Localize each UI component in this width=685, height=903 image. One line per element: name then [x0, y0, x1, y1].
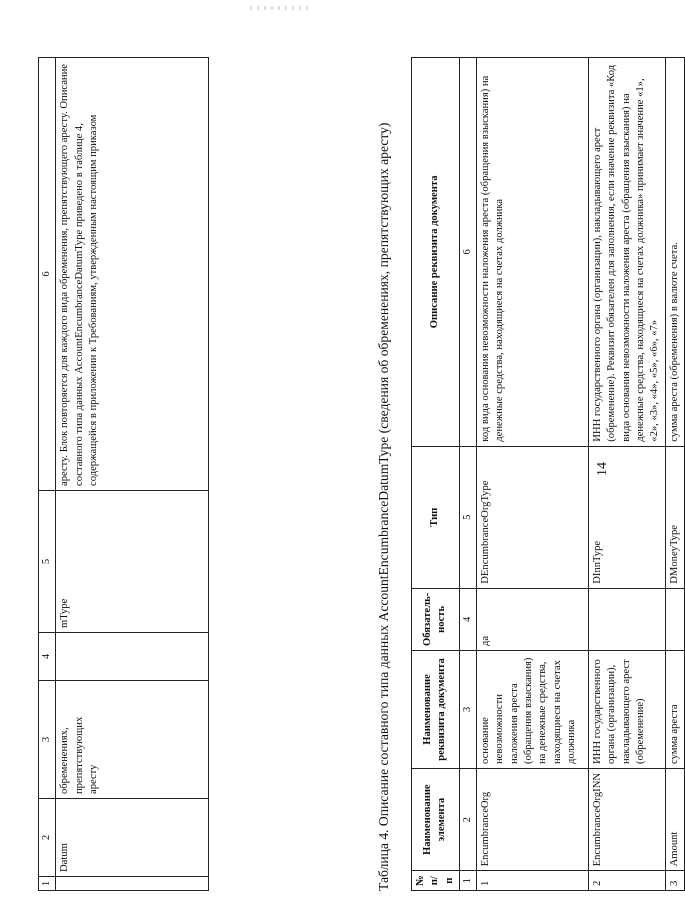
cell-element: Amount [665, 768, 684, 870]
column-number: 2 [459, 768, 476, 870]
table-row [56, 58, 209, 891]
cell-name: обременениях, препятствующих аресту [56, 681, 209, 799]
column-number: 1 [459, 871, 476, 891]
header-description: Описание реквизита документа [412, 58, 460, 447]
table-row [665, 58, 684, 891]
cell-type: DInnType [589, 446, 665, 588]
cell-type: DMoneyType [665, 446, 684, 588]
table-3-continuation [38, 57, 209, 891]
column-number: 4 [39, 633, 56, 681]
cell-required: да [477, 588, 589, 650]
cell-required [589, 588, 665, 650]
cell-required [56, 633, 209, 681]
header-row [412, 58, 460, 891]
header-type: Тип [412, 446, 460, 588]
rotated-page [0, 43, 680, 903]
cell-type: mType [56, 491, 209, 633]
column-number: 5 [459, 446, 476, 588]
cell-description: аресту. Блок повторяется для каждого вида обременения, препятствующего аресту. Описание составного типа данных AccountEncumbranceDatumType приведено в таблице 4, содержащейся в приложении к Требованиям, утвержденным настоящим приказом [56, 58, 209, 491]
cell-no: 1 [477, 871, 589, 891]
column-number: 1 [39, 877, 56, 891]
cell-no: 3 [665, 871, 684, 891]
page-number: 14 [595, 462, 610, 476]
cell-element: EncumbranceOrg [477, 768, 589, 870]
cell-description: код вида основания невозможности наложения ареста (обращения взыскания) на денежные средства, находящиеся на счетах должника [477, 58, 589, 447]
header-name: Наименование реквизита документа [412, 650, 460, 768]
column-number: 6 [39, 58, 56, 491]
cell-element: EncumbranceOrgINN [589, 768, 665, 870]
scan-artifact [250, 6, 310, 10]
cell-element: Datum [56, 799, 209, 877]
column-number: 3 [39, 681, 56, 799]
header-no: № п/п [412, 871, 460, 891]
table-row [477, 58, 589, 891]
header-element: Наименование элемента [412, 768, 460, 870]
header-required: Обязатель-ность [412, 588, 460, 650]
cell-name: сумма ареста [665, 650, 684, 768]
table-4 [411, 57, 685, 891]
column-number: 5 [39, 491, 56, 633]
cell-type: DEncumbranceOrgType [477, 446, 589, 588]
cell-description: сумма ареста (обременения) в валюте счета. [665, 58, 684, 447]
column-number-row [39, 58, 56, 891]
column-number: 4 [459, 588, 476, 650]
table-row [589, 58, 665, 891]
cell-no: 2 [589, 871, 665, 891]
column-number: 2 [39, 799, 56, 877]
column-number-row [459, 58, 476, 891]
cell-required [665, 588, 684, 650]
cell-name: основание невозможности наложения ареста (обращения взыскания) на денежные средства, находящиеся на счетах должника [477, 650, 589, 768]
cell-no [56, 877, 209, 891]
table-4-caption: Таблица 4. Описание составного типа данных AccountEncumbranceDatumType (сведения об обременениях, препятствующих аресту) [376, 122, 391, 891]
cell-name: ИНН государственного органа (организации), накладывающего арест (обременение) [589, 650, 665, 768]
cell-description: ИНН государственного органа (организации), накладывающего арест (обременение). Реквизит обязателен для заполнения, если значение реквизита «Код вида основания невозможности наложения ареста (обращения взыскания) на денежные средства, находящиеся на счетах должника» принимает значение «1», «2», «3», «4», «5», «6», «7» [589, 58, 665, 447]
column-number: 3 [459, 650, 476, 768]
column-number: 6 [459, 58, 476, 447]
